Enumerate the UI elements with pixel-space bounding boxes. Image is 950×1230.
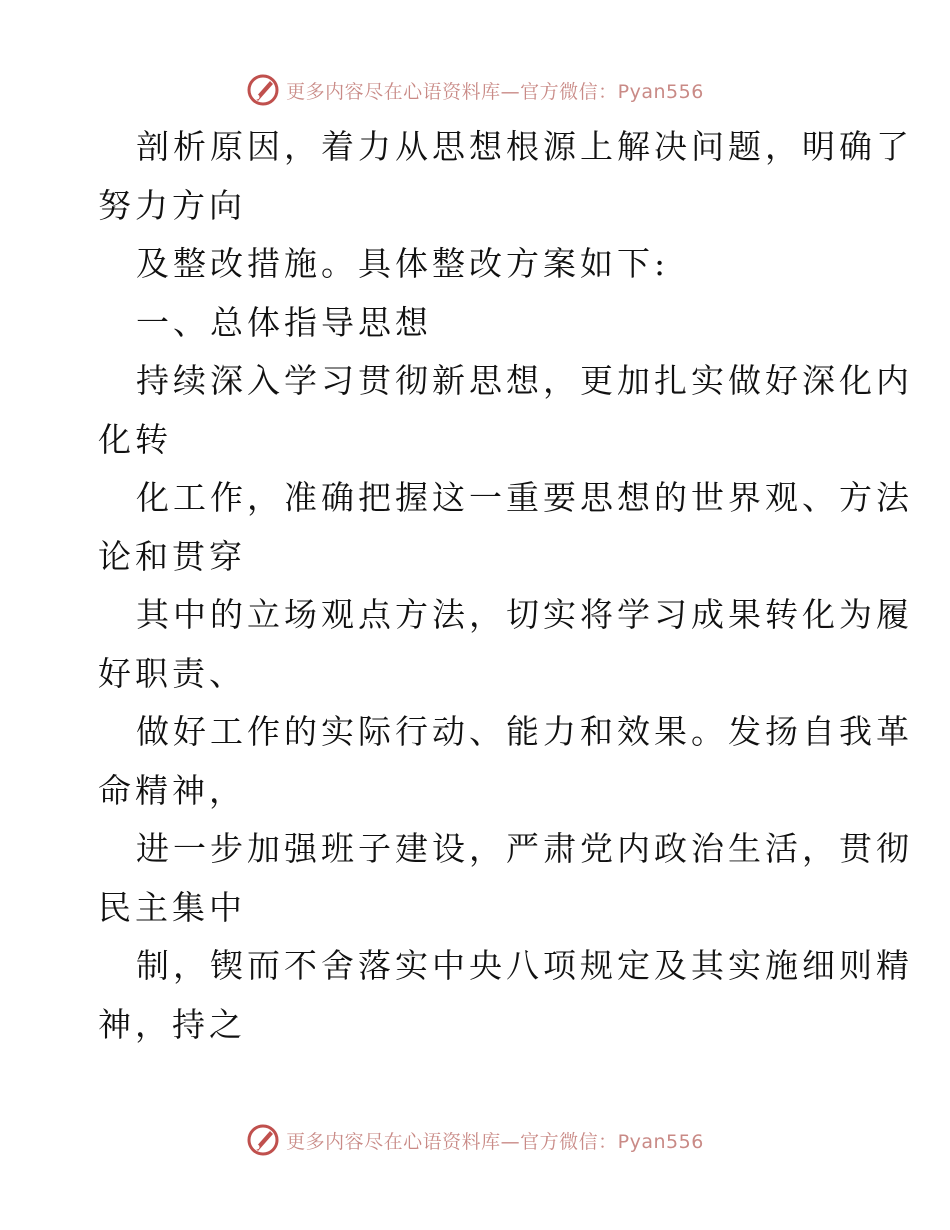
text-line: 制，锲而不舍落实中央八项规定及其实施细则精: [136, 946, 913, 985]
text-line: 好职责、: [98, 653, 246, 693]
text-line: 民主集中: [98, 887, 246, 927]
section-heading: 一、总体指导思想: [136, 302, 432, 342]
pen-circle-icon: [246, 1123, 280, 1157]
watermark-text: 更多内容尽在心语资料库—官方微信：Pyan556: [286, 80, 704, 103]
text-line: 进一步加强班子建设，严肃党内政治生活，贯彻: [136, 829, 913, 868]
watermark-text: 更多内容尽在心语资料库—官方微信：Pyan556: [286, 1130, 704, 1153]
text-line: 神，持之: [98, 1004, 246, 1044]
text-line: 其中的立场观点方法，切实将学习成果转化为履: [136, 595, 913, 634]
text-line: 化工作，准确把握这一重要思想的世界观、方法: [136, 478, 913, 517]
text-line: 化转: [98, 419, 172, 459]
text-line: 剖析原因，着力从思想根源上解决问题，明确了: [136, 127, 913, 166]
document-body: [98, 118, 913, 1054]
text-line: 命精神，: [98, 770, 246, 810]
footer-watermark: [0, 1120, 950, 1160]
text-line: 持续深入学习贯彻新思想，更加扎实做好深化内: [136, 361, 913, 400]
header-watermark: [0, 70, 950, 110]
text-line: 努力方向: [98, 185, 246, 225]
text-line: 论和贯穿: [98, 536, 246, 576]
text-line: 做好工作的实际行动、能力和效果。发扬自我革: [136, 712, 913, 751]
text-line: 及整改措施。具体整改方案如下:: [136, 244, 670, 283]
pen-circle-icon: [246, 73, 280, 107]
